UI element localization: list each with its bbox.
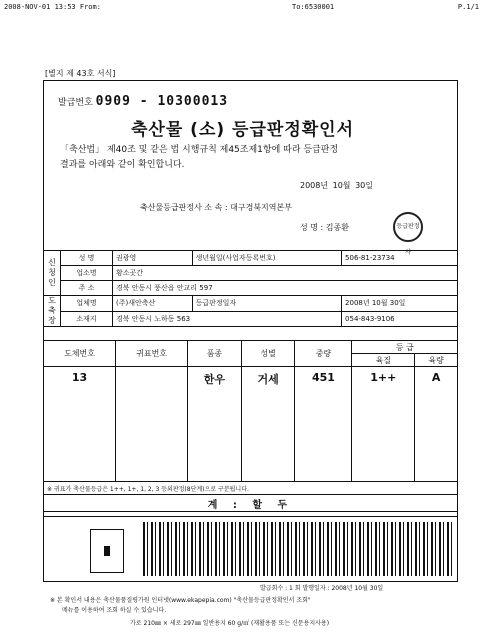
sex: 거세 [241,367,295,482]
grading-date: 2008년 10월 30일 [342,296,458,312]
applicant-address: 경북 안동시 풍산읍 안교리 597 [113,281,458,296]
yield-grade: A [415,367,458,482]
header-grade: 등 급 [352,341,458,354]
address-label: 주 소 [61,281,113,296]
official-seal: 등급판정사 [393,212,423,242]
issue-number: 0909 - 10300013 [95,94,229,109]
location-label: 소재지 [61,311,113,327]
header-weight: 중량 [295,341,352,367]
footer-notice [50,596,470,616]
shop-label: 업소명 [61,266,113,281]
inspector-name: 성 명 : 김종환 [300,223,349,232]
header-quality: 육질 [352,354,415,367]
name-label: 성 명 [61,251,113,266]
fax-page-number: P.1/1 [457,3,479,11]
table-row [44,367,458,482]
slaughterhouse-address: 경북 안동시 노하동 563 [113,311,342,327]
weight: 451 [295,367,352,482]
total-count: 계 : 할 두 [44,495,458,512]
header-breed: 품종 [188,341,242,367]
grading-date-label: 등급판정일자 [192,296,341,312]
applicant-slaughterhouse-table [43,250,458,327]
grade-note: ※ 귀표가 축산물등급은 1++, 1+, 1, 2, 3 등외판정(8단계)으로 구분됩니다. [44,482,458,495]
fax-header-recipient: To:6530001 [292,3,335,11]
header-sex: 성별 [241,341,295,367]
fax-header-sender: 2008-NOV-01 13:53 From: [4,3,101,11]
footer-notice-line-1: ※ 본 확인서 내용은 축산물품질평가원 인터넷(www.ekapepia.com) "축산물등급판정확인서 조회" [50,597,311,604]
applicant-bizno: 506-81-23734 [342,251,458,266]
carcass-number: 13 [44,367,116,482]
header-yield: 육량 [415,354,458,367]
certificate-date: 2008년 10월 30일 [300,181,373,190]
barcode-image [143,522,453,576]
ear-tag-number [116,367,188,482]
bizno-label: 생년월일(사업자등록번호) [192,251,341,266]
issue-label: 발급번호 [58,98,93,108]
paper-spec: 가로 210㎜ × 세로 297㎜ 일반용지 60 g/㎡ (재활용품 또는 신문용지사용) [130,620,330,627]
footer-notice-line-2: 메뉴를 이용하여 조회 하실 수 있습니다. [62,607,167,614]
issue-count-date: 발급회수 : 1 회 발행일자 : 2008년 10월 30일 [260,585,384,592]
applicant-side-label: 신청인 [44,251,61,296]
company-label: 업체명 [61,296,113,312]
applicant-shop: 황소곳간 [113,266,458,281]
header-ear-tag: 귀표번호 [116,341,188,367]
document-title: 축산물 (소) 등급판정확인서 [130,120,355,140]
body-line-2: 결과를 아래와 같이 확인합니다. [60,160,185,170]
quality-grade: 1++ [352,367,415,482]
slaughterhouse-phone: 054-843-9106 [342,311,458,327]
issue-number-block [58,94,228,109]
applicant-name: 권광영 [113,251,193,266]
document-code-box [90,529,124,573]
inspector-affiliation: 축산물등급판정사 소 속 : 대구경북지역본부 [140,203,292,212]
header-carcass-no: 도체번호 [44,341,116,367]
slaughterhouse-name: (주)새안축산 [113,296,193,312]
body-line-1: 「축산법」 제40조 및 같은 법 시행규칙 제45조제1항에 따라 등급판정 [60,145,339,155]
breed: 한우 [188,367,242,482]
grade-table [43,340,458,512]
certificate-body [60,143,440,173]
form-label: [별지 제 43호 서식] [45,69,116,78]
code-mark [104,546,110,556]
slaughterhouse-side-label: 도축장 [44,296,61,327]
